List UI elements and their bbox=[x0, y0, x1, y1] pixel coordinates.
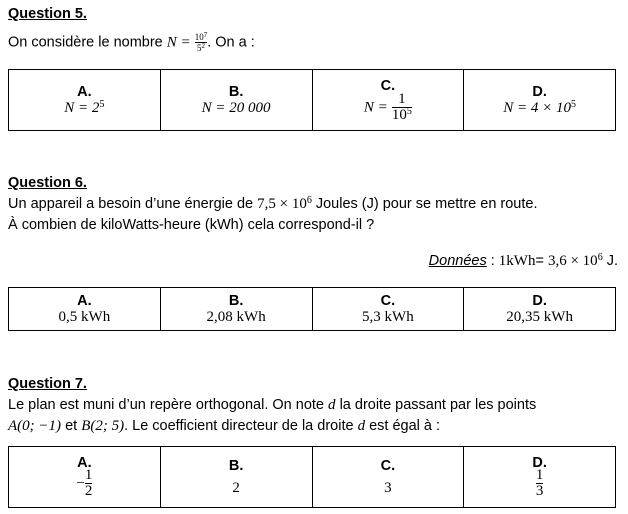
answer-sign: − bbox=[76, 475, 85, 492]
q6-answer-b[interactable] bbox=[160, 288, 312, 331]
answer-label: B. bbox=[228, 292, 244, 309]
q7-line1-after: la droite passant par les points bbox=[339, 397, 537, 413]
answer-lhs: N = bbox=[363, 98, 388, 115]
fraction-numerator: 1 bbox=[84, 467, 93, 483]
given-separator: : bbox=[486, 253, 499, 269]
question-7-line-2 bbox=[8, 418, 440, 435]
question-6-line-2: À combien de kiloWatts-heure (kWh) cela correspond-il ? bbox=[8, 217, 375, 233]
fraction-numerator: 1 bbox=[398, 90, 406, 107]
answer-label: C. bbox=[380, 77, 396, 94]
answer-label: C. bbox=[380, 292, 396, 309]
q6-energy-mantissa: 7,5 × 10 bbox=[257, 196, 307, 212]
answer-exponent: 5 bbox=[99, 98, 105, 110]
given-label: Données bbox=[428, 253, 487, 269]
answer-value: 2,08 kWh bbox=[206, 308, 266, 325]
q5-frac-num-exp: 7 bbox=[203, 31, 208, 39]
given-exponent: 6 bbox=[597, 252, 603, 263]
fraction-denominator: 3 bbox=[535, 483, 544, 499]
q7-point-a: A(0; −1) bbox=[8, 418, 62, 434]
question-5-statement bbox=[8, 32, 255, 53]
fraction-numerator: 1 bbox=[535, 467, 544, 483]
q5-frac-num: 10 bbox=[194, 32, 204, 42]
answer-value: 5,3 kWh bbox=[362, 308, 414, 325]
question-7-title: Question 7. bbox=[8, 376, 87, 392]
q6-line1-before: Un appareil a besoin d’une énergie de bbox=[8, 196, 254, 212]
q5-n-lhs: N = bbox=[166, 34, 191, 51]
q7-answer-a[interactable] bbox=[9, 447, 161, 508]
q5-answer-c[interactable] bbox=[312, 70, 464, 131]
fraction-den-exponent: 5 bbox=[406, 105, 412, 117]
q5-answer-b[interactable] bbox=[160, 70, 312, 131]
q7-line-d: d bbox=[328, 397, 336, 413]
answer-label: A. bbox=[77, 292, 92, 309]
q5-intro-before: On considère le nombre bbox=[8, 34, 163, 51]
q6-answer-c[interactable] bbox=[312, 288, 464, 331]
question-7-line-1 bbox=[8, 397, 536, 414]
q7-line2-mid: . Le coefficient directeur de la droite bbox=[124, 418, 354, 434]
fraction-denominator: 10 bbox=[391, 106, 407, 123]
q6-given-data bbox=[429, 253, 618, 270]
q6-answer-d[interactable] bbox=[464, 288, 616, 331]
q5-answer-d[interactable] bbox=[464, 70, 616, 131]
answer-exponent: 5 bbox=[571, 98, 576, 110]
answer-value: 20,35 kWh bbox=[506, 308, 573, 325]
answer-value: 2 bbox=[232, 479, 240, 496]
answer-label: A. bbox=[77, 455, 92, 471]
q5-fraction bbox=[195, 32, 208, 53]
question-6-line-1 bbox=[8, 196, 538, 213]
q5-answer-table bbox=[8, 69, 616, 131]
answer-fraction bbox=[536, 468, 544, 499]
q6-energy-exponent: 6 bbox=[306, 195, 312, 206]
q5-intro-after: . On a : bbox=[207, 34, 255, 51]
answer-label: D. bbox=[532, 455, 547, 471]
answer-value: 3 bbox=[384, 479, 392, 496]
question-5-title: Question 5. bbox=[8, 6, 87, 22]
q7-line2-after: est égal à : bbox=[369, 418, 441, 434]
answer-value: N = 20 000 bbox=[201, 99, 271, 116]
q7-line1-before: Le plan est muni d’un repère orthogonal. On note bbox=[8, 397, 324, 413]
answer-label: A. bbox=[77, 83, 92, 100]
q7-answer-d[interactable] bbox=[464, 447, 616, 508]
q7-point-b: B(2; 5) bbox=[81, 418, 125, 434]
question-6-title: Question 6. bbox=[8, 175, 87, 191]
q7-line-d-2: d bbox=[357, 418, 366, 434]
answer-label: C. bbox=[380, 457, 396, 474]
q7-answer-b[interactable] bbox=[160, 447, 312, 508]
given-equals: = bbox=[535, 253, 548, 269]
q7-answer-table bbox=[8, 446, 616, 508]
q7-answer-c[interactable] bbox=[312, 447, 464, 508]
fraction-denominator: 2 bbox=[84, 483, 93, 499]
q5-answer-a[interactable] bbox=[9, 70, 161, 131]
given-value: 3,6 × 10 bbox=[547, 253, 598, 269]
q6-answer-a[interactable] bbox=[9, 288, 161, 331]
q6-answer-table bbox=[8, 287, 616, 331]
answer-value: N = 2 bbox=[64, 99, 100, 116]
answer-fraction bbox=[85, 468, 93, 499]
answer-label: B. bbox=[228, 83, 244, 100]
q5-frac-den: 5 bbox=[196, 43, 202, 53]
answer-label: D. bbox=[532, 83, 547, 100]
q7-et: et bbox=[65, 418, 78, 434]
answer-value: 0,5 kWh bbox=[58, 308, 111, 325]
answer-label: B. bbox=[228, 457, 244, 474]
answer-label: D. bbox=[532, 292, 547, 309]
q5-frac-den-exp: 2 bbox=[201, 42, 205, 50]
answer-value: N = 4 × 10 bbox=[503, 99, 571, 116]
given-unit: J. bbox=[602, 253, 618, 269]
given-lhs: 1kWh bbox=[498, 253, 536, 269]
answer-fraction bbox=[392, 92, 412, 123]
q6-line1-after: Joules (J) pour se mettre en route. bbox=[315, 196, 538, 212]
